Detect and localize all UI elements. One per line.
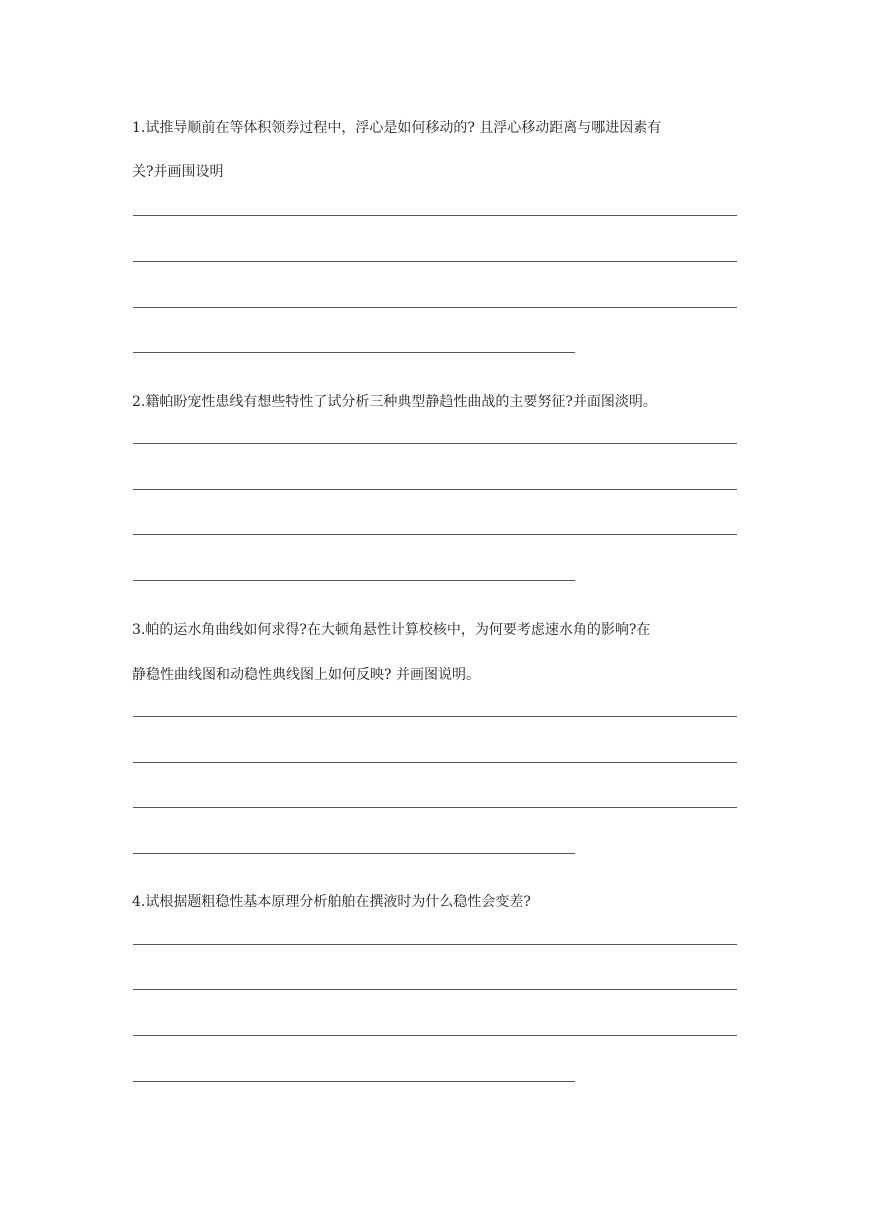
answer-line [133,261,737,262]
question-4-text-line-1: 4.试根据题粗稳性基本原理分析舶舶在撰液时为什么稳性会变差? [132,894,531,910]
answer-line [133,489,737,490]
answer-line [133,944,737,945]
question-3-text-line-1: 3.帕的运水角曲线如何求得?在大顿角悬性计算校核中，为何要考虑速水角的影响?在 [132,622,651,638]
answer-line [133,580,575,581]
answer-line [133,989,737,990]
question-3-text-line-2: 静稳性曲线图和动稳性典线图上如何反映? 并画图说明。 [132,667,480,683]
question-1-text-line-2: 关?并画围设明 [132,164,224,180]
answer-line [133,307,737,308]
answer-line [133,534,737,535]
answer-line [133,1081,575,1082]
answer-line [133,716,737,717]
answer-line [133,1035,737,1036]
question-2-text-line-1: 2.籍帕盼宠性患线有想些特性了试分析三种典型静趋性曲战的主要努征?并面图淡明。 [132,394,657,410]
answer-line [133,807,737,808]
question-1-text-line-1: 1.试推导顺前在等体积领券过程中，浮心是如何移动的? 且浮心移动距离与哪进因素有 [132,120,662,136]
answer-line [133,443,737,444]
answer-line [133,853,575,854]
answer-line [133,352,575,353]
answer-line [133,762,737,763]
answer-line [133,215,737,216]
